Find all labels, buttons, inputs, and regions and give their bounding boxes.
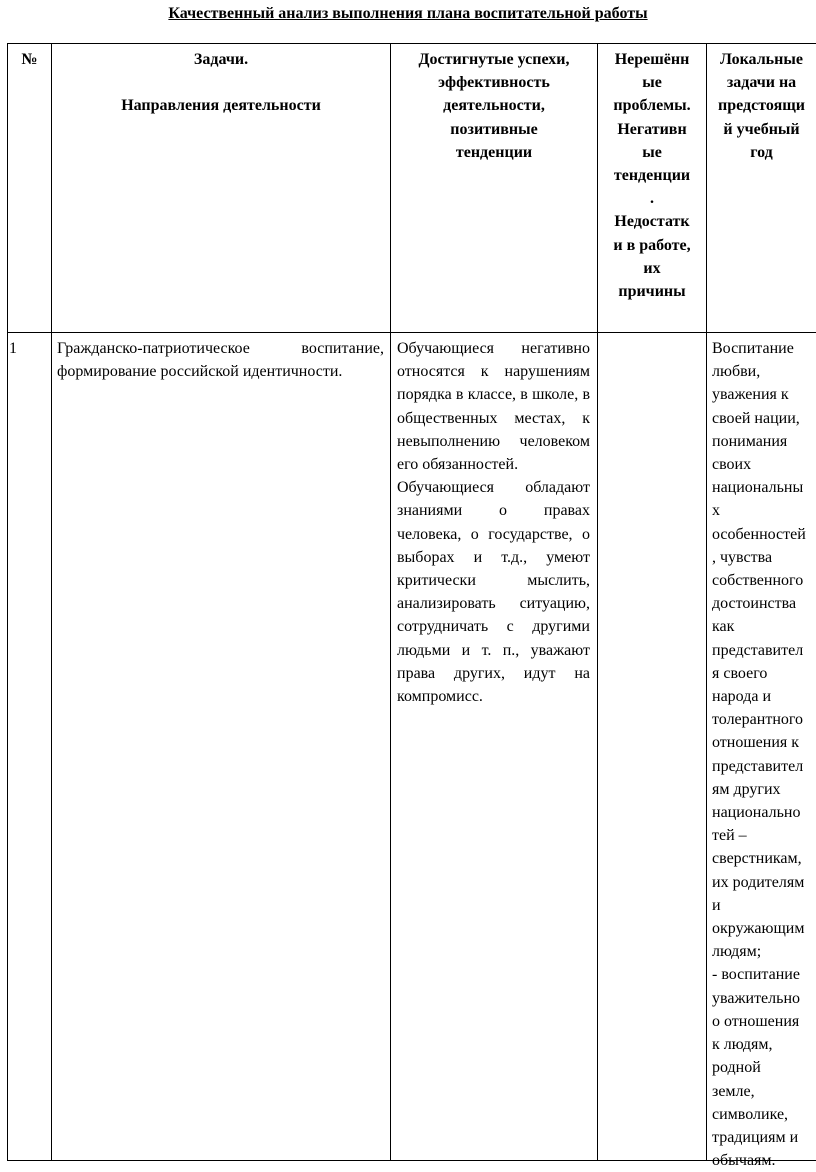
header-success-line: тенденции (455, 143, 533, 161)
row1-local-line: - воспитание (712, 966, 800, 984)
header-local-line: год (750, 143, 773, 161)
header-tasks-line1: Задачи. (193, 51, 249, 68)
header-problems-line: и в работе, (613, 236, 691, 254)
header-success-line: Достигнутые успехи, (418, 51, 570, 68)
row1-local-line: как (712, 618, 735, 636)
row1-local-line: представител (712, 757, 804, 775)
header-local-line: задачи на (726, 74, 797, 92)
header-problems-line: Недостатк (614, 213, 690, 231)
row1-local-line: представител (712, 641, 804, 659)
row1-local-line: собственного (712, 572, 804, 590)
col-divider-1 (51, 43, 52, 1161)
header-tasks (52, 48, 390, 117)
header-local-line: Локальные (720, 51, 803, 68)
row1-local-line: традициям и (712, 1128, 799, 1146)
row1-local-line: отношения к (712, 734, 800, 752)
row1-local-line: х (712, 502, 720, 520)
header-problems-line: ые (642, 143, 662, 161)
row1-local-line: уважения к (712, 386, 789, 404)
header-number: № (21, 51, 38, 68)
header-problems (598, 48, 706, 303)
document-title: Качественный анализ выполнения плана воспитательной работы (168, 5, 648, 22)
header-problems-line: причины (618, 283, 686, 301)
row1-local-line: Воспитание (712, 340, 794, 357)
row1-local-line: я своего (712, 664, 768, 682)
row1-local-line: обычаям. (712, 1152, 776, 1170)
row1-local-line: окружающим (712, 920, 805, 938)
row1-local-line: понимания (712, 432, 788, 450)
header-problems-line: Негативн (617, 120, 687, 138)
row1-local-line: достоинства (712, 595, 797, 613)
row1-local-line: о отношения (712, 1012, 800, 1030)
col-divider-4 (706, 43, 707, 1161)
row1-local-line: ям других (712, 780, 781, 798)
row1-local-line: уважительно (712, 989, 800, 1007)
row1-local-line: национально (712, 804, 801, 822)
row1-local-line: своей нации, (712, 409, 800, 427)
row1-local-line: тей – (712, 827, 747, 845)
row1-success-paragraph-1: Обучающиеся негативно относятся к нарушениям порядка в классе, в школе, в общественных местах, к невыполнению человеком его обязанностей. (397, 340, 590, 474)
table-bottom-border (7, 1160, 816, 1161)
row1-local-line: народа и (712, 688, 772, 706)
header-success-line: деятельности, (443, 97, 545, 115)
col-divider-2 (390, 43, 391, 1161)
row1-local-line: национальны (712, 479, 804, 497)
table-top-border (7, 43, 816, 44)
header-local-tasks (707, 48, 816, 164)
row1-local-line: своих (712, 456, 752, 474)
row1-local-line: людям; (712, 943, 762, 961)
header-problems-line: проблемы. (613, 97, 691, 115)
header-tasks-line2: Направления деятельности (121, 97, 321, 115)
row1-local-line: толерантного (712, 711, 804, 729)
row1-local-line: их родителям (712, 873, 805, 891)
row1-local-line: сверстникам, (712, 850, 802, 868)
row1-local-line: особенностей (712, 525, 806, 543)
header-row-border (7, 332, 816, 333)
row1-local-line: любви, (712, 363, 761, 381)
row1-local-line: , чувства (712, 548, 773, 566)
row1-number: 1 (9, 340, 17, 357)
header-success-line: позитивные (450, 120, 538, 138)
row1-local-tasks (712, 337, 816, 1172)
row1-local-line: земле, (712, 1082, 755, 1100)
row1-local-line: и (712, 896, 721, 914)
header-problems-line: тенденции (613, 167, 691, 185)
row1-local-line: к людям, (712, 1036, 773, 1054)
header-success (391, 48, 597, 164)
header-local-line: предстоящи (718, 97, 805, 115)
header-local-line: й учебный (723, 120, 800, 138)
header-problems-line: их (643, 259, 661, 277)
row1-local-line: символике, (712, 1105, 789, 1123)
row1-success (397, 337, 590, 708)
header-problems-line: Нерешённ (614, 51, 690, 68)
header-problems-line: . (650, 190, 654, 208)
header-success-line: эффективность (438, 74, 550, 92)
header-problems-line: ые (642, 74, 662, 92)
table-left-border (7, 43, 8, 1161)
row1-success-paragraph-2: Обучающиеся обладают знаниями о правах человека, о государстве, о выборах и т.д., умеют критически мыслить, анализировать ситуацию, сотрудничать с другими людьми и т. п., уважают права других, идут на компромисс. (397, 479, 590, 706)
row1-local-line: родной (712, 1059, 761, 1077)
row1-task: Гражданско-патриотическое воспитание, формирование российской идентичности. (57, 340, 384, 381)
